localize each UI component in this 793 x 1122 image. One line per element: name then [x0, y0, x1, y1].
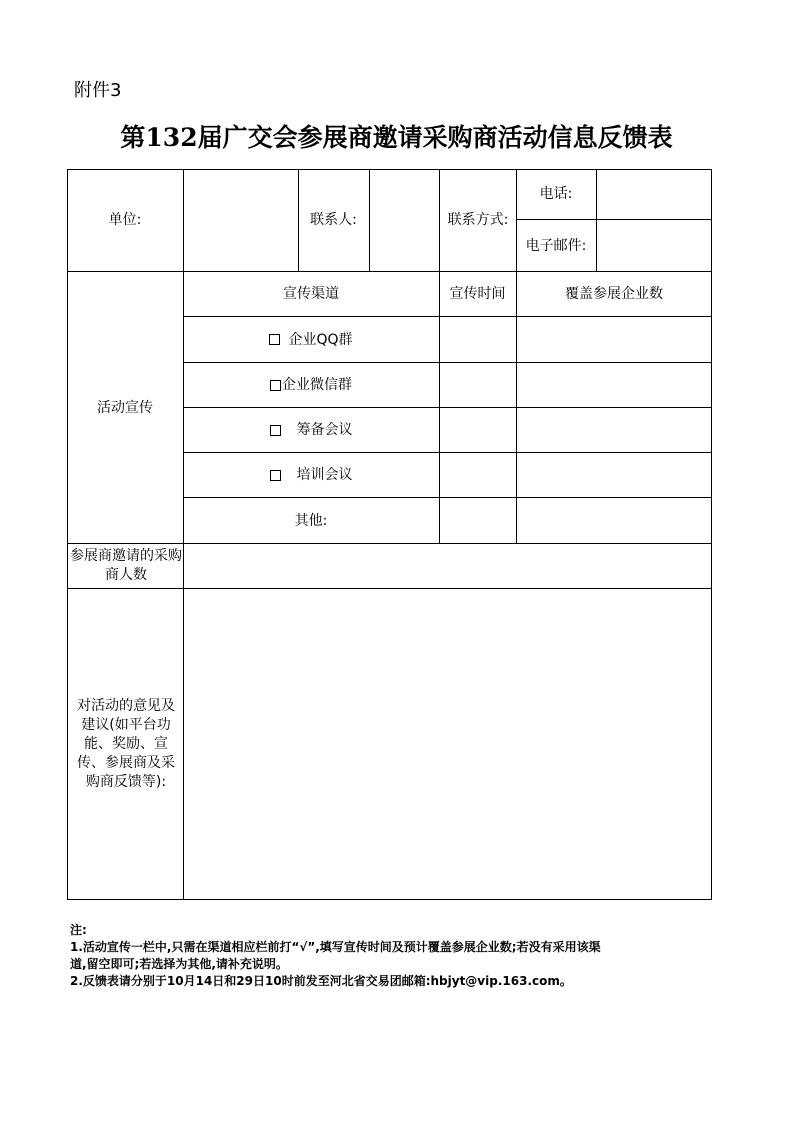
column-header-time: 宣传时间	[449, 286, 506, 302]
time-field-other[interactable]	[440, 498, 516, 543]
checkbox-wechat[interactable]	[270, 380, 281, 391]
phone-field[interactable]	[597, 170, 711, 219]
buyers-count-field[interactable]	[184, 544, 712, 588]
channel-row-training	[183, 453, 439, 497]
time-field-qq[interactable]	[440, 317, 516, 362]
time-field-training[interactable]	[440, 453, 516, 497]
phone-label: 电话:	[539, 186, 573, 202]
coverage-field-qq[interactable]	[517, 317, 712, 362]
feedback-label: 对活动的意见及建议(如平台功能、奖励、宣传、参展商及采购商反馈等):	[77, 698, 175, 790]
coverage-field-wechat[interactable]	[517, 363, 712, 407]
page-title: 第132届广交会参展商邀请采购商活动信息反馈表	[120, 123, 673, 152]
time-field-prep-meeting[interactable]	[440, 408, 516, 452]
note-1: 1.活动宣传一栏中,只需在渠道相应栏前打“√”,填写宣传时间及预计覆盖参展企业数;若没有采用该渠	[70, 940, 601, 954]
column-header-coverage: 覆盖参展企业数	[565, 286, 663, 302]
column-header-channel: 宣传渠道	[283, 286, 339, 302]
promotion-label: 活动宣传	[97, 399, 153, 416]
channel-label-training: 培训会议	[296, 467, 353, 483]
unit-field[interactable]	[184, 170, 298, 271]
email-label: 电子邮件:	[525, 237, 587, 254]
channel-row-wechat	[183, 363, 439, 407]
email-field[interactable]	[597, 220, 711, 271]
channel-label-qq: 企业QQ群	[288, 331, 353, 348]
coverage-field-other[interactable]	[517, 498, 712, 543]
coverage-field-training[interactable]	[517, 453, 712, 497]
coverage-field-prep-meeting[interactable]	[517, 408, 712, 452]
checkbox-prep-meeting[interactable]	[270, 425, 281, 436]
checkbox-training[interactable]	[270, 470, 281, 481]
notes	[70, 922, 720, 990]
channel-row-prep-meeting	[183, 408, 439, 452]
note-1-continued: 道,留空即可;若选择为其他,请补充说明。	[70, 957, 288, 971]
channel-row-qq	[183, 317, 439, 362]
buyers-count-label: 参展商邀请的采购商人数	[70, 548, 182, 583]
notes-heading: 注:	[70, 923, 87, 937]
note-2: 2.反馈表请分别于10月14日和29日10时前发至河北省交易团邮箱:hbjyt@vip.163.com。	[70, 974, 572, 988]
checkbox-qq[interactable]	[269, 334, 280, 345]
time-field-wechat[interactable]	[440, 363, 516, 407]
unit-label: 单位:	[108, 212, 142, 228]
channel-other-label: 其他:	[294, 512, 328, 529]
contact-method-label: 联系方式:	[447, 212, 509, 228]
feedback-field[interactable]	[184, 589, 712, 900]
contact-person-label: 联系人:	[310, 212, 357, 228]
contact-person-field[interactable]	[370, 170, 439, 271]
annex-label: 附件3	[74, 80, 122, 101]
channel-label-wechat: 企业微信群	[282, 377, 352, 393]
channel-label-prep-meeting: 筹备会议	[296, 422, 353, 438]
